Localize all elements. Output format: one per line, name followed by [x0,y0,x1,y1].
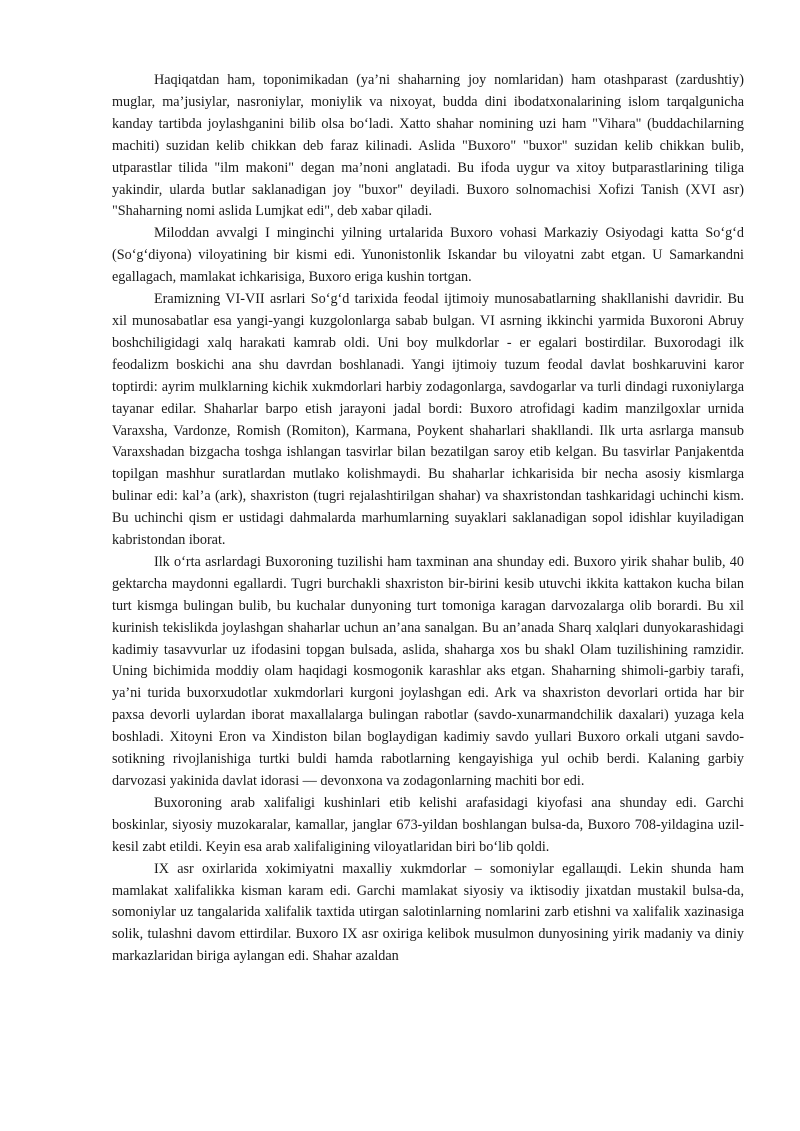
paragraph-toponymy: Haqiqatdan ham, toponimikadan (ya’ni shaharning joy nomlaridan) ham otashparast (zardushtiy) muglar, ma’jusiylar, nasroniylar, moniylik va nixoyat, budda dini ibodatxonalarining islom tarqalgunicha kanday tartibda joylashganini bilib olsa bo‘ladi. Xatto shahar nomining uzi ham "Vihara" (buddachilarning machiti) suzidan kelib chikkan deb faraz kilinadi. Aslida "Buxoro" "buxor" suzidan kelib chikkan bulib, utparastlar tilida "ilm makoni" degan ma’noni anglatadi. Bu ifoda uygur va xitoy butparastlarining tiliga yakindir, ularda butlar saklanadigan joy "buxor" deyiladi. Buxoro solnomachisi Xofizi Tanish (XVI asr) "Shaharning nomi aslida Lumjkat edi", deb xabar qiladi. [112,72,744,220]
paragraph-samanids: IX asr oxirlarida xokimiyatni maxalliy xukmdorlar – somoniylar egallaщdi. Lekin shunda ham mamlakat xalifalikka kisman karam edi. Garchi mamlakat siyosiy va iktisodiy jixatdan mustakil bulsa-da, somoniylar uz tangalarida xalifalik taxtida utirgan salotinlarning nomlarini zarb etishni va xalifalik xazinasiga solik, tulashni davom ettirdilar. Buxoro IX asr oxiriga kelibok musulmon dunyosining yirik madaniy va diniy markazlaridan biriga aylangan edi. Shahar azaldan [112,860,744,965]
paragraph-feudal-era: Eramizning VI-VII asrlari So‘g‘d tarixida feodal ijtimoiy munosabatlarning shakllanishi davridir. Bu xil munosabatlar esa yangi-yangi kuzgolonlarga sabab bulgan. VI asrning ikkinchi yarmida Buxoroni Abruy boshchiligidagi xalq harakati kamrab oldi. Uni boy mulkdorlar - er egalari bostirdilar. Buxorodagi ilk feodalizm boskichi ana shu davrdan boshlanadi. Yangi ijtimoiy tuzum feodal davlat boshkaruvini karor toptirdi: ayrim mulklarning kichik xukmdorlari harbiy zodagonlarga, savdogarlar va turli dindagi ruxoniylarga tayanar edilar. Shaharlar barpo etish jarayoni jadal bordi: Buxoro atrofidagi kadim manzilgoxlar urnida Varaxsha, Vardonze, Romish (Romiton), Karmana, Poykent shaharlari shakllandi. Ilk urta asrlarga mansub Varaxshadan bizgacha toshga ishlangan tasvirlar bilan bezatilgan saroy etib kelgan. Bu tasvirlar Panjakentda topilgan mashhur suratlardan mutlako kolishmaydi. Bu shaharlar ichkarisida bir necha asosiy kismlarga bulinar edi: kal’a (ark), shaxriston (tugri rejalashtirilgan shahar) va shaxristondan tashkaridagi uchinchi kism. Bu uchinchi qism er ustidagi dahmalarda marhumlarning suyaklari saklanadigan sopol idishlar kuyiladigan kabristondan iborat. [112,291,744,549]
paragraph-arab-conquest: Buxoroning arab xalifaligi kushinlari etib kelishi arafasidagi kiyofasi ana shunday edi. Garchi boskinlar, siyosiy muzokaralar, kamallar, janglar 673-yildan boshlangan bulsa-da, Buxoro 708-yildagina uzil-kesil zabt etildi. Keyin esa arab xalifaligining viloyatlaridan biri bo‘lib qoldi. [112,794,744,855]
paragraph-city-structure: Ilk o‘rta asrlardagi Buxoroning tuzilishi ham taxminan ana shunday edi. Buxoro yirik shahar bulib, 40 gektarcha maydonni egallardi. Tugri burchakli shaxriston bir-birini kesib utuvchi ikkita kattakon kucha bilan turt kismga bulingan bulib, bu kuchalar dunyoning turt tomoniga karagan darvozalarga olib borardi. Bu xil kurinish tekislikda joylashgan shaharlar uchun an’ana sanalgan. Bu an’anada Sharq xalqlari dunyokarashidagi kadimiy tasavvurlar uz ifodasini topgan bulsada, aslida, shaharga xos bu shakl Olam tuzilishining ramzidir. Uning bichimida moddiy olam haqidagi kosmogonik karashlar aks etgan. Shaharning shimoli-garbiy tarafi, ya’ni turida buxorxudotlar xukmdorlari kurgoni joylashgan edi. Ark va shaxriston devorlari ortida har bir paxsa devorli uylardan iborat maxallalarga bulingan rabotlar (savdo-xunarmandchilik daxalari) yuzaga kela boshladi. Xitoyni Eron va Xindiston bilan boglaydigan kadimiy savdo yullari Buxoro orkali utgani savdo- sotikning rivojlanishiga turtki buldi hamda rabotlarning kengayishiga yul ochib berdi. Kalaning garbiy darvozasi yakinida davlat idorasi — devonxona va zodagonlarning machiti bor edi. [112,553,744,789]
paragraph-sogd-region: Miloddan avvalgi I minginchi yilning urtalarida Buxoro vohasi Markaziy Osiyodagi katta So‘g‘d (So‘g‘diyona) viloyatining bir kismi edi. Yunonistonlik Iskandar bu viloyatni zabt etgan. U Samarkandni egallagach, mamlakat ichkarisiga, Buxoro eriga kushin tortgan. [112,225,744,286]
